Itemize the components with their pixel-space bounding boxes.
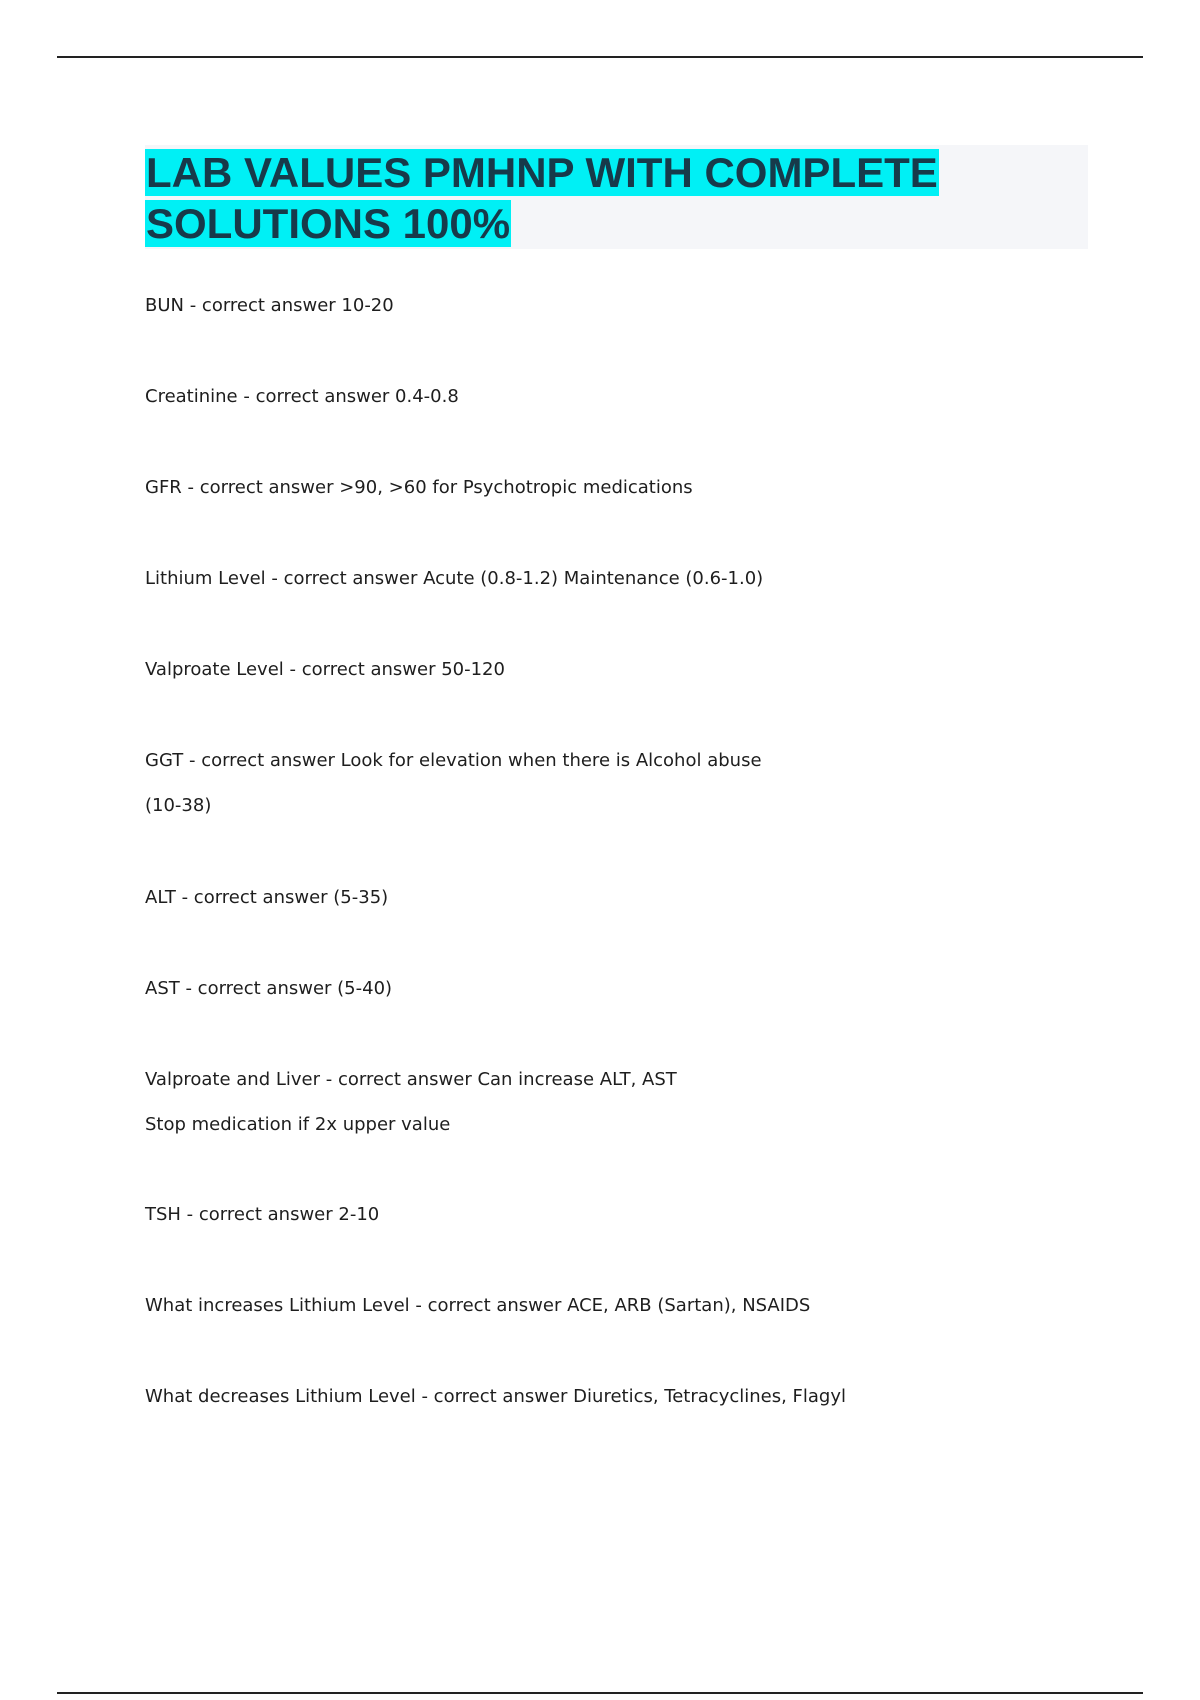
title-line-1: LAB VALUES PMHNP WITH COMPLETE bbox=[146, 149, 938, 196]
header-rule bbox=[57, 56, 1143, 58]
entry-line: AST - correct answer (5-40) bbox=[145, 978, 393, 999]
entry-valproate-liver bbox=[145, 1068, 677, 1158]
entry-lithium-decrease bbox=[145, 1385, 846, 1430]
entry-line: Lithium Level - correct answer Acute (0.8-1.2) Maintenance (0.6-1.0) bbox=[145, 568, 764, 589]
entry-line: (10-38) bbox=[145, 795, 212, 816]
entry-line: BUN - correct answer 10-20 bbox=[145, 295, 394, 316]
entry-line: Valproate and Liver - correct answer Can increase ALT, AST bbox=[145, 1069, 677, 1090]
entry-alt bbox=[145, 886, 388, 931]
title-block bbox=[145, 145, 1088, 249]
entry-ast bbox=[145, 977, 392, 1022]
entry-line: What increases Lithium Level - correct answer ACE, ARB (Sartan), NSAIDS bbox=[145, 1295, 811, 1316]
footer-rule bbox=[57, 1692, 1143, 1694]
entry-creatinine bbox=[145, 385, 459, 430]
entry-valproate-level bbox=[145, 658, 505, 703]
entry-lithium-increase bbox=[145, 1294, 810, 1339]
document-title bbox=[145, 145, 1088, 249]
entry-bun bbox=[145, 294, 394, 339]
title-line-2: SOLUTIONS 100% bbox=[146, 200, 511, 247]
entry-gfr bbox=[145, 476, 693, 521]
entry-lithium-level bbox=[145, 567, 763, 612]
entry-line: ALT - correct answer (5-35) bbox=[145, 887, 389, 908]
entry-line: TSH - correct answer 2-10 bbox=[145, 1204, 380, 1225]
entry-line: Stop medication if 2x upper value bbox=[145, 1114, 451, 1135]
entry-ggt bbox=[145, 749, 762, 839]
entry-line: GGT - correct answer Look for elevation when there is Alcohol abuse bbox=[145, 750, 762, 771]
entry-line: Creatinine - correct answer 0.4-0.8 bbox=[145, 386, 459, 407]
entry-line: Valproate Level - correct answer 50-120 bbox=[145, 659, 505, 680]
entry-line: What decreases Lithium Level - correct answer Diuretics, Tetracyclines, Flagyl bbox=[145, 1386, 847, 1407]
entry-tsh bbox=[145, 1203, 379, 1248]
entry-line: GFR - correct answer >90, >60 for Psychotropic medications bbox=[145, 477, 693, 498]
